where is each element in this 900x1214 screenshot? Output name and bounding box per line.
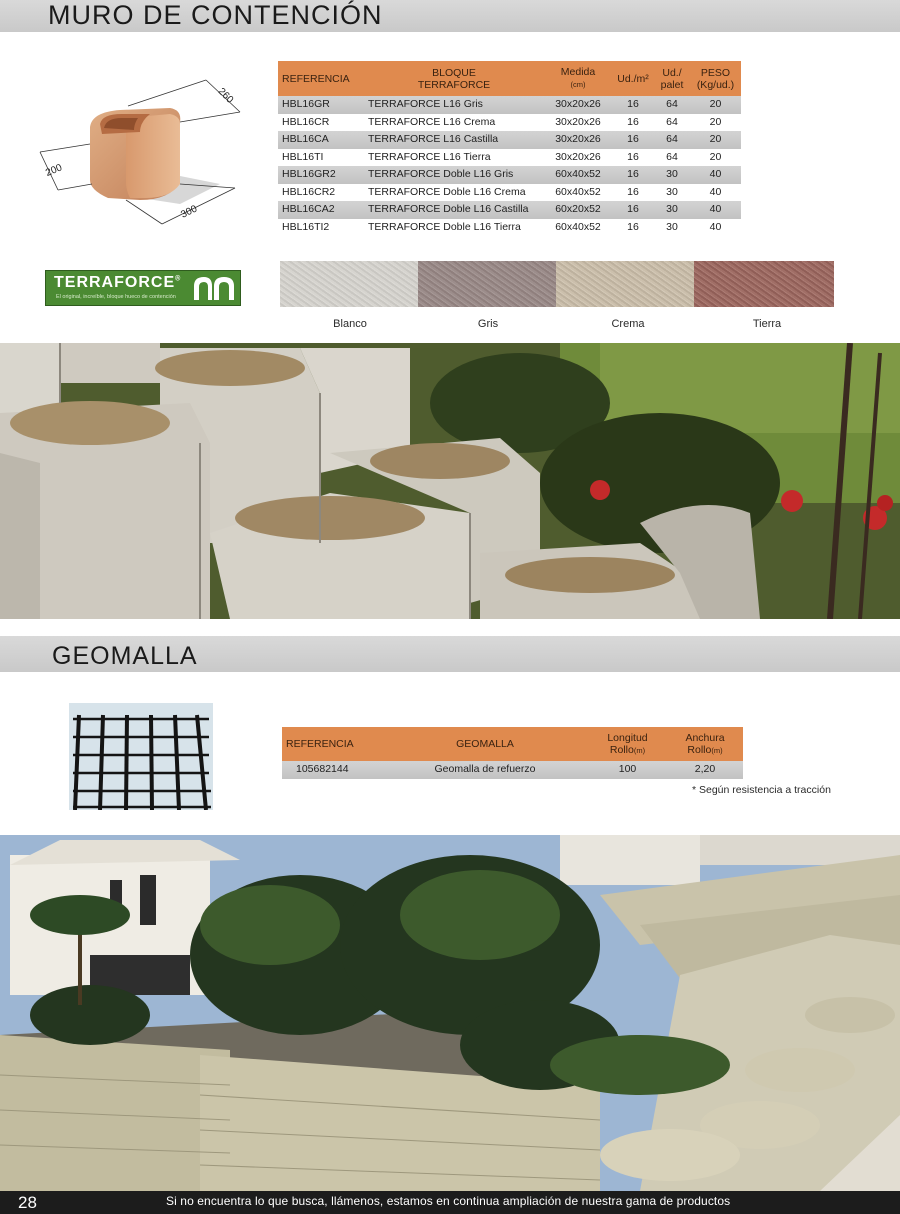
cell-ud-palet: 30 <box>654 184 690 202</box>
cell-ud-m2: 16 <box>612 149 654 167</box>
cell-bloque: TERRAFORCE Doble L16 Gris <box>364 166 544 184</box>
cell-ud-m2: 16 <box>612 184 654 202</box>
swatch-crema <box>556 261 695 307</box>
cell-ud-palet: 64 <box>654 149 690 167</box>
footer-message: Si no encuentra lo que busca, llámenos, estamos en continua ampliación de nuestra gama de productos <box>166 1194 731 1208</box>
cell-ud-palet: 30 <box>654 201 690 219</box>
cell-ud-palet: 64 <box>654 114 690 132</box>
block-dimension-drawing <box>30 72 260 242</box>
cell-ud-palet: 30 <box>654 166 690 184</box>
col-referencia: REFERENCIA <box>282 727 382 761</box>
cell-geomalla: Geomalla de refuerzo <box>382 761 588 779</box>
garden-wall-photo <box>0 835 900 1191</box>
cell-peso: 40 <box>690 184 741 202</box>
geomalla-table <box>282 727 743 779</box>
cell-medida: 30x20x26 <box>544 96 612 114</box>
cell-ref: HBL16TI <box>278 149 364 167</box>
cell-longitud: 100 <box>588 761 667 779</box>
cell-medida: 60x40x52 <box>544 166 612 184</box>
col-peso: PESO (Kg/ud.) <box>690 61 741 96</box>
col-referencia: REFERENCIA <box>278 61 364 96</box>
cell-peso: 40 <box>690 166 741 184</box>
logo-wordmark: TERRAFORCE® <box>54 274 182 291</box>
cell-bloque: TERRAFORCE L16 Gris <box>364 96 544 114</box>
cell-bloque: TERRAFORCE L16 Crema <box>364 114 544 132</box>
terraforce-block-table <box>278 61 741 236</box>
cell-peso: 20 <box>690 96 741 114</box>
cell-ref: HBL16CR <box>278 114 364 132</box>
cell-peso: 40 <box>690 201 741 219</box>
cell-ud-m2: 16 <box>612 96 654 114</box>
cell-ud-palet: 64 <box>654 96 690 114</box>
cell-ref: HBL16TI2 <box>278 219 364 237</box>
section-title-geomalla: GEOMALLA <box>52 642 198 670</box>
table-row <box>278 114 741 132</box>
cell-peso: 20 <box>690 131 741 149</box>
section-header-geomalla <box>0 636 900 672</box>
swatch-label-crema: Crema <box>611 318 645 330</box>
cell-medida: 60x40x52 <box>544 219 612 237</box>
cell-ud-m2: 16 <box>612 131 654 149</box>
cell-peso: 40 <box>690 219 741 237</box>
cell-anchura: 2,20 <box>667 761 743 779</box>
cell-ref: HBL16CR2 <box>278 184 364 202</box>
geogrid-image <box>69 703 213 810</box>
cell-medida: 30x20x26 <box>544 114 612 132</box>
table-row <box>278 166 741 184</box>
cell-medida: 30x20x26 <box>544 149 612 167</box>
cell-medida: 60x40x52 <box>544 184 612 202</box>
cell-ref: HBL16GR2 <box>278 166 364 184</box>
dimension-300: 300 <box>179 203 200 221</box>
cell-ref: HBL16CA <box>278 131 364 149</box>
cell-ref: HBL16GR <box>278 96 364 114</box>
cell-ud-palet: 30 <box>654 219 690 237</box>
col-geomalla: GEOMALLA <box>382 727 588 761</box>
table-header-row <box>282 727 743 761</box>
cell-ud-m2: 16 <box>612 114 654 132</box>
swatch-label-blanco: Blanco <box>333 318 367 330</box>
dimension-260: 260 <box>215 86 236 106</box>
table-header-row <box>278 61 741 96</box>
table-row <box>278 131 741 149</box>
cell-ud-m2: 16 <box>612 201 654 219</box>
cell-peso: 20 <box>690 149 741 167</box>
table-row <box>278 96 741 114</box>
page-number: 28 <box>18 1193 37 1212</box>
table-row <box>278 184 741 202</box>
swatch-tierra <box>694 261 834 307</box>
retaining-wall-photo <box>0 343 900 619</box>
col-bloque: BLOQUE TERRAFORCE <box>364 61 544 96</box>
cell-medida: 30x20x26 <box>544 131 612 149</box>
swatch-blanco <box>280 261 419 307</box>
table-row <box>278 219 741 237</box>
cell-bloque: TERRAFORCE Doble L16 Castilla <box>364 201 544 219</box>
col-ud-palet: Ud./ palet <box>654 61 690 96</box>
section-title-muro: MURO DE CONTENCIÓN <box>48 0 383 30</box>
table-row <box>282 761 743 779</box>
cell-peso: 20 <box>690 114 741 132</box>
swatch-gris <box>418 261 557 307</box>
dimension-200: 200 <box>44 162 64 179</box>
cell-ref: HBL16CA2 <box>278 201 364 219</box>
table-row <box>278 149 741 167</box>
swatch-label-gris: Gris <box>477 318 499 330</box>
hollow-block-icon <box>190 274 238 302</box>
cell-ref: 105682144 <box>282 761 382 779</box>
cell-bloque: TERRAFORCE L16 Castilla <box>364 131 544 149</box>
col-medida: Medida (cm) <box>544 61 612 96</box>
cell-bloque: TERRAFORCE Doble L16 Tierra <box>364 219 544 237</box>
cell-ud-m2: 16 <box>612 166 654 184</box>
cell-medida: 60x20x52 <box>544 201 612 219</box>
table-row <box>278 201 741 219</box>
col-ud-m2: Ud./m² <box>612 61 654 96</box>
cell-bloque: TERRAFORCE L16 Tierra <box>364 149 544 167</box>
col-longitud: Longitud Rollo(m) <box>588 727 667 761</box>
col-anchura: Anchura Rollo(m) <box>667 727 743 761</box>
logo-tagline: El original, increíble, bloque hueco de contención <box>56 294 176 300</box>
cell-bloque: TERRAFORCE Doble L16 Crema <box>364 184 544 202</box>
swatch-label-tierra: Tierra <box>752 318 782 330</box>
cell-ud-palet: 64 <box>654 131 690 149</box>
traction-note: * Según resistencia a tracción <box>692 784 831 796</box>
section-header-muro <box>0 0 900 32</box>
cell-ud-m2: 16 <box>612 219 654 237</box>
page-footer <box>0 1191 900 1214</box>
